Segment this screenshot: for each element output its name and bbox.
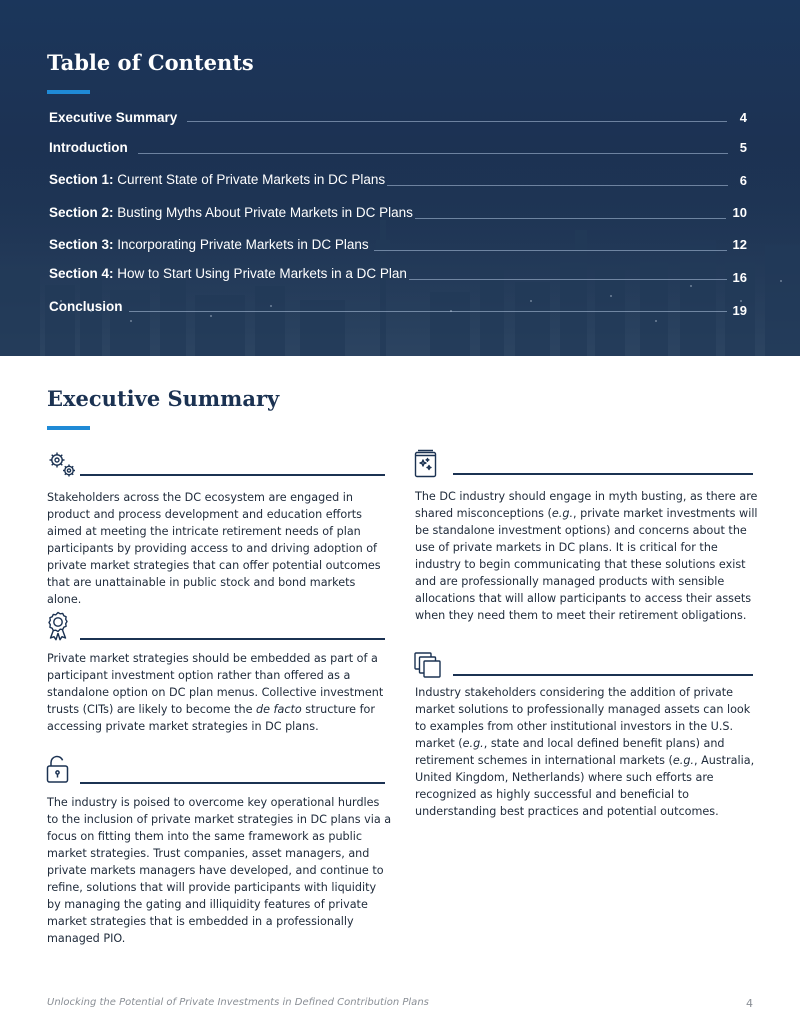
toc-entry-section-3[interactable] — [49, 237, 747, 257]
toc-leader-line — [374, 250, 727, 251]
block-divider — [453, 473, 753, 475]
toc-entry-label: Section 4: How to Start Using Private Markets in a DC Plan — [49, 266, 407, 281]
toc-leader-line — [415, 218, 726, 219]
toc-entry-page: 4 — [739, 110, 747, 125]
toc-entry-label: Executive Summary — [49, 110, 178, 125]
toc-entry-label: Section 3: Incorporating Private Markets in DC Plans — [49, 237, 369, 252]
toc-title: Table of Contents — [47, 50, 254, 75]
stacked-documents-icon — [412, 649, 444, 681]
toc-entry-section-4[interactable] — [49, 266, 747, 286]
summary-block-documents: Industry stakeholders considering the addition of private market solutions to professionally managed assets can look to examples from other institutional investors in the U.S. market (e.g., state and local defined benefit plans) and retirement schemes in international markets (e.g., Australia, United Kingdom, Netherlands) where such efforts are recognized as highly successful and beneficial to understanding best practices and potential outcomes. — [415, 686, 755, 818]
toc-leader-line — [129, 311, 727, 312]
toc-hero — [0, 0, 800, 356]
toc-entry-section-1[interactable] — [49, 172, 747, 192]
toc-entry-introduction[interactable] — [49, 140, 747, 160]
summary-block-gears: Stakeholders across the DC ecosystem are engaged in product and process development and education efforts aimed at meeting the intricate retirement needs of plan participants by providing access to and driving adoption of private market strategies that can offer potential outcomes that are unattainable in public stock and bond markets alone. — [47, 491, 381, 606]
toc-entry-label: Section 1: Current State of Private Markets in DC Plans — [49, 172, 386, 187]
toc-title-accent-bar — [47, 90, 90, 94]
toc-leader-line — [138, 153, 728, 154]
toc-entry-section-2[interactable] — [49, 205, 747, 225]
toc-leader-line — [187, 121, 727, 122]
sparkle-book-icon — [412, 448, 444, 480]
toc-entry-page: 16 — [732, 270, 747, 285]
summary-block-award: Private market strategies should be embedded as part of a participant investment option rather than offered as a standalone option on DC plan menus. Collective investment trusts (CITs) are likely to become the de facto structure for accessing private market strategies in DC plans. — [47, 652, 384, 733]
footer-page-number: 4 — [746, 997, 753, 1010]
gears-icon — [46, 449, 78, 481]
toc-entry-label: Conclusion — [49, 299, 123, 314]
toc-entry-executive-summary[interactable] — [49, 110, 747, 130]
block-divider — [80, 638, 385, 640]
executive-summary-title: Executive Summary — [47, 386, 280, 411]
toc-entry-conclusion[interactable] — [49, 299, 747, 319]
toc-entry-page: 10 — [732, 205, 747, 220]
toc-entry-label: Introduction — [49, 140, 128, 155]
executive-summary-accent-bar — [47, 426, 90, 430]
toc-entry-page: 6 — [739, 173, 747, 188]
summary-block-book: The DC industry should engage in myth busting, as there are shared misconceptions (e.g., private market investments will be standalone investment options) and concerns about the use of private markets in DC plans. It is critical for the industry to begin communicating that these solutions exist and are professionally managed products with sensible allocations that will allow participants to access their assets when they need them to meet their retirement obligations. — [415, 490, 758, 622]
toc-entry-label: Section 2: Busting Myths About Private Markets in DC Plans — [49, 205, 413, 220]
toc-entry-page: 12 — [732, 237, 747, 252]
unlocked-padlock-icon — [44, 754, 76, 786]
toc-entry-page: 5 — [739, 140, 747, 155]
block-divider — [80, 474, 385, 476]
toc-entry-page: 19 — [732, 303, 747, 318]
block-divider — [80, 782, 385, 784]
footer-document-title: Unlocking the Potential of Private Investments in Defined Contribution Plans — [47, 997, 429, 1008]
toc-leader-line — [387, 185, 728, 186]
toc-leader-line — [409, 279, 727, 280]
block-divider — [453, 674, 753, 676]
award-ribbon-icon — [44, 610, 76, 642]
summary-block-padlock: The industry is poised to overcome key operational hurdles to the inclusion of private market strategies in DC plans via a focus on fitting them into the same framework as public market strategies. Trust companies, asset managers, and private markets managers have developed, and continue to refine, solutions that will provide participants with liquidity by managing the gating and illiquidity features of private market strategies that is embedded in a professionally managed PIO. — [47, 796, 392, 945]
